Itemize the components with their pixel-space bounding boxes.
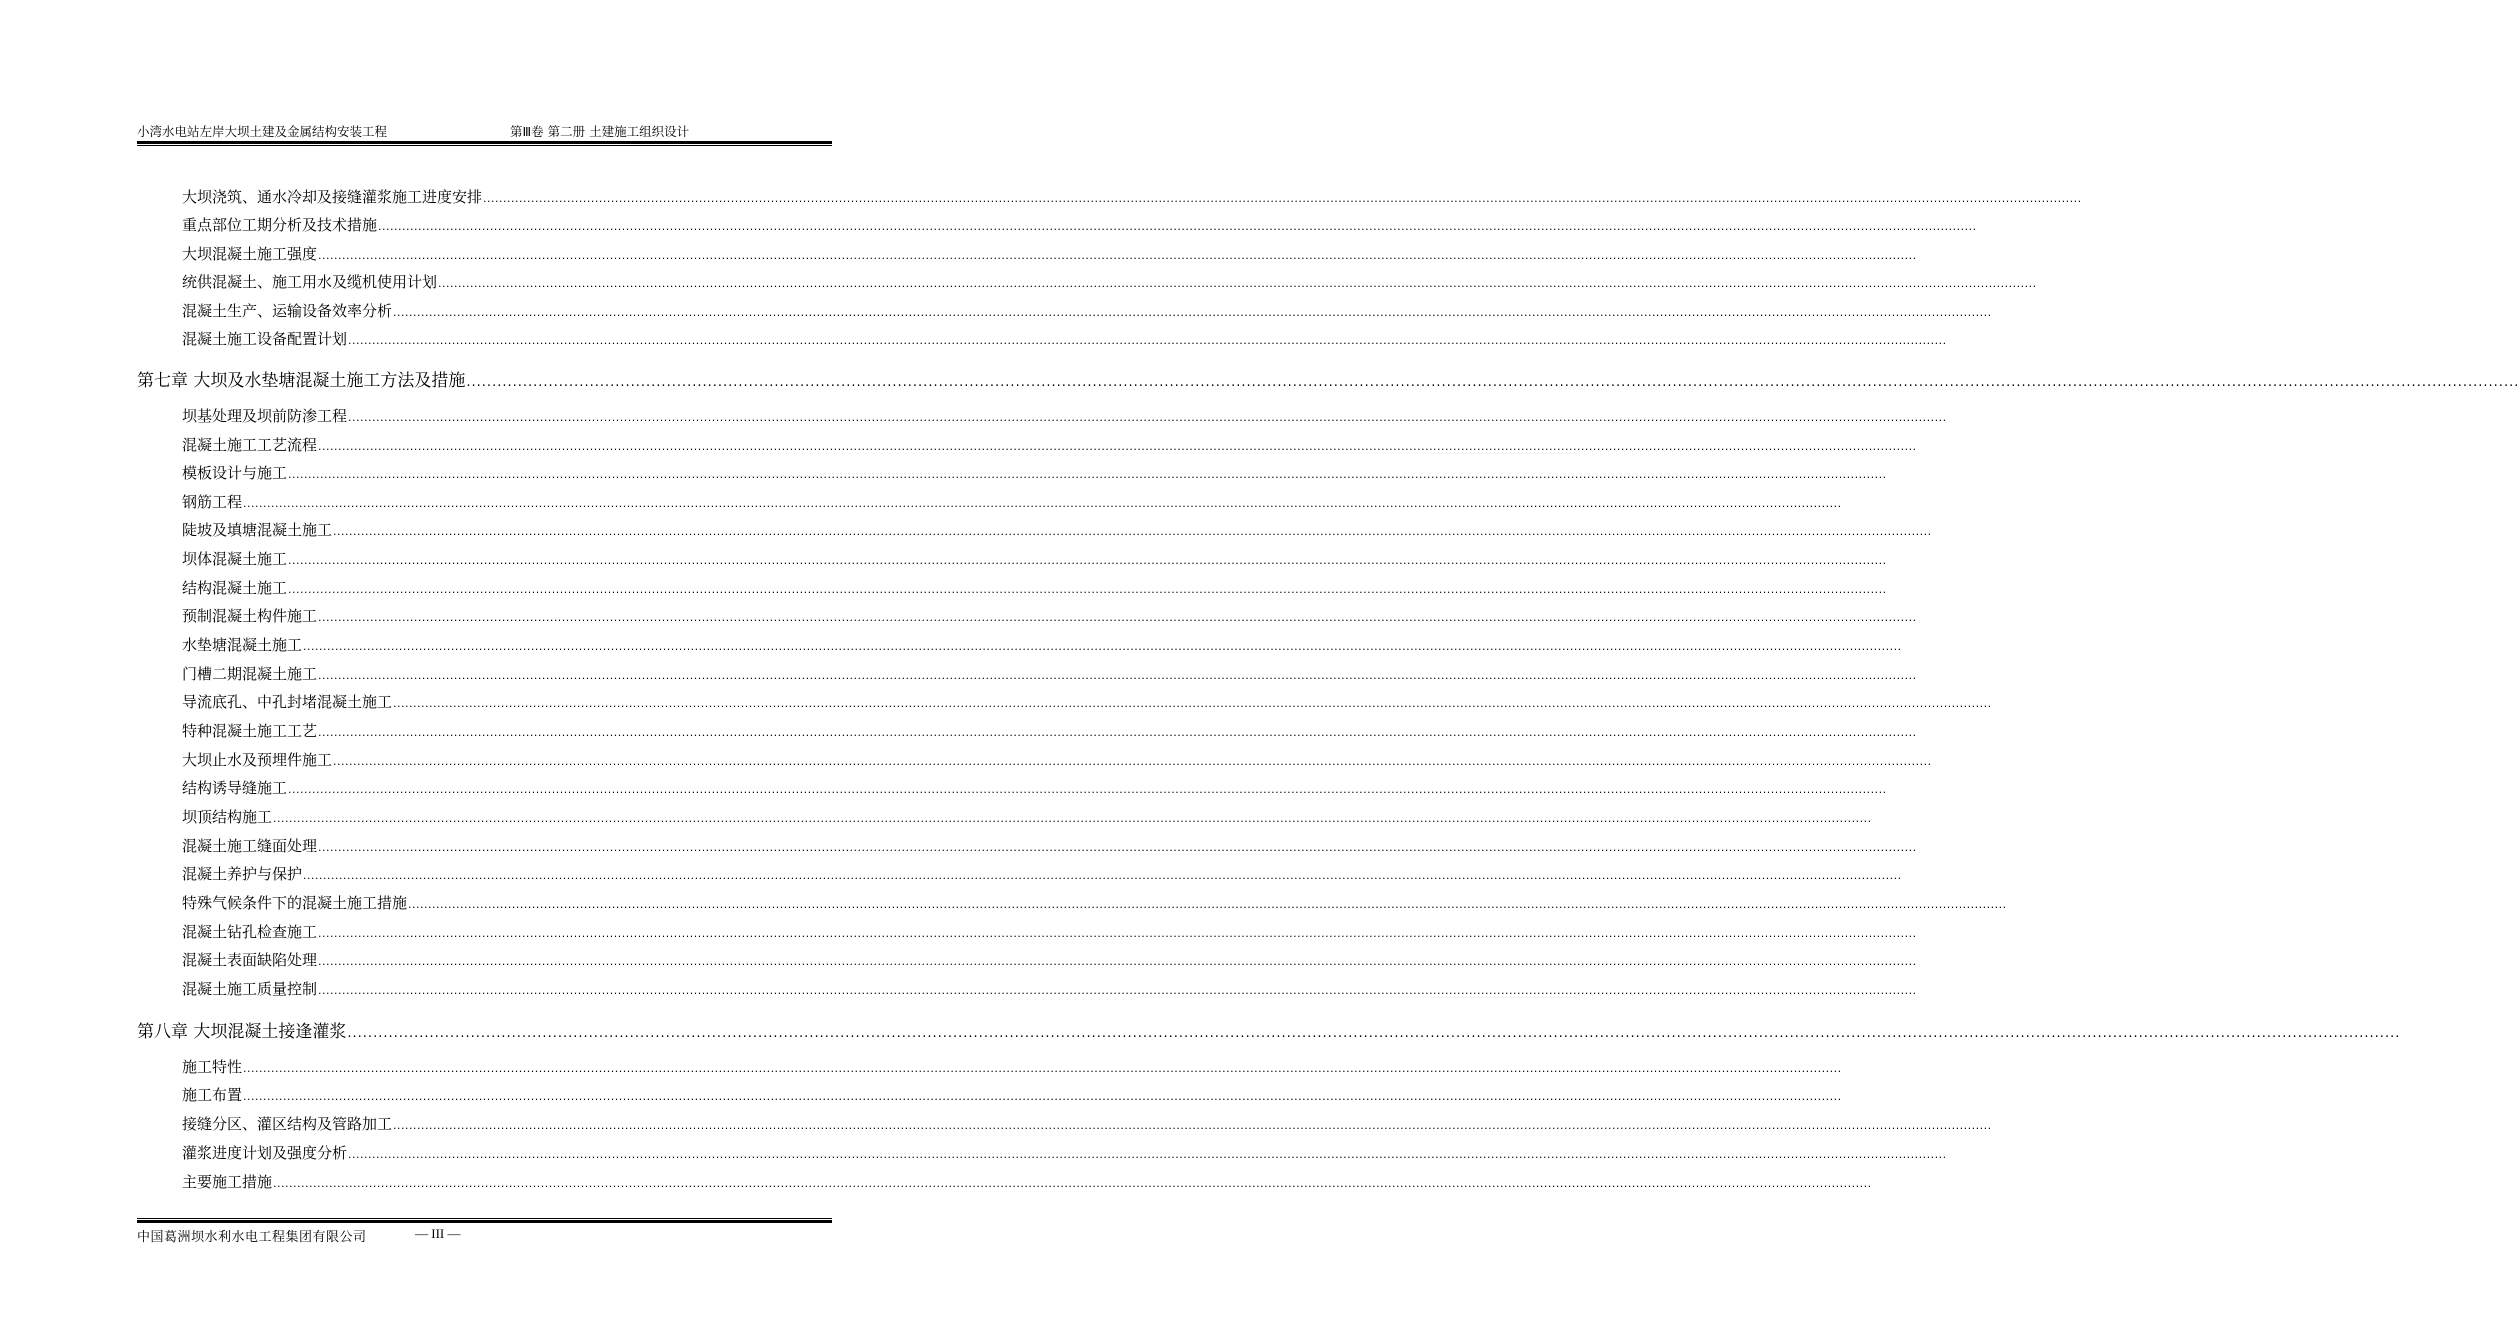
toc-entry-title: 钢筋工程 (182, 493, 243, 511)
toc-section-entry[interactable] (182, 577, 1887, 599)
footer-rule-thick (137, 1220, 832, 1223)
toc-entry-title: 坝顶结构施工 (182, 808, 273, 826)
toc-leader-dots: ................................................................................................................................................................................................................................................................................................................................................................................................................ (393, 697, 1992, 710)
toc-leader-dots: ................................................................................................................................................................................................................................................................................................................................................................................................................ (288, 468, 1887, 481)
toc-leader-dots: ................................................................................................................................................................................................................................................................................................................................................................................................................ (348, 334, 1947, 347)
toc-leader-dots: ................................................................................................................................................................................................................................................................................................................................................................................................................ (318, 249, 1917, 262)
toc-section-entry[interactable] (182, 462, 1887, 484)
toc-section-entry[interactable] (182, 1142, 1947, 1164)
page-header (137, 120, 832, 140)
toc-section-entry[interactable] (182, 491, 1842, 513)
toc-section-entry[interactable] (182, 186, 2082, 208)
toc-leader-dots: ................................................................................................................................................................................................................................................................................................................................................................................................................ (288, 554, 1887, 567)
toc-section-entry[interactable] (182, 921, 1917, 943)
toc-entry-title: 大坝混凝土施工强度 (182, 245, 318, 263)
toc-entry-title: 混凝土施工工艺流程 (182, 436, 318, 454)
toc-section-entry[interactable] (182, 605, 1917, 627)
toc-leader-dots: ................................................................................................................................................................................................................................................................................................................................................................................................................ (318, 440, 1917, 453)
toc-section-entry[interactable] (182, 777, 1887, 799)
toc-entry-title: 施工特性 (182, 1058, 243, 1076)
toc-leader-dots: ................................................................................................................................................................................................................................................................................................................................................................................................................ (243, 1090, 1842, 1103)
toc-leader-dots: ................................................................................................................................................................................................................................................................................................................................................................................................................ (408, 898, 2007, 911)
toc-section-entry[interactable] (182, 806, 1872, 828)
toc-section-entry[interactable] (182, 949, 1917, 971)
toc-entry-title: 混凝土表面缺陷处理 (182, 951, 318, 969)
toc-section-entry[interactable] (182, 1113, 1992, 1135)
toc-leader-dots: ................................................................................................................................................................................................................................................................................................................................................................................................................ (318, 841, 1917, 854)
toc-leader-dots: ................................................................................................................................................................................................................................................................................................................................................................................................................ (243, 497, 1842, 510)
toc-section-entry[interactable] (182, 978, 1917, 1000)
toc-entry-title: 混凝土养护与保护 (182, 865, 303, 883)
toc-entry-title: 结构混凝土施工 (182, 579, 288, 597)
toc-entry-title: 混凝土钻孔检查施工 (182, 923, 318, 941)
toc-leader-dots: ................................................................................................................................................................................................................................................................................................................................................................................................................ (466, 375, 2519, 390)
toc-entry-title: 特种混凝土施工工艺 (182, 722, 318, 740)
toc-entry-title: 门槽二期混凝土施工 (182, 665, 318, 683)
toc-leader-dots: ................................................................................................................................................................................................................................................................................................................................................................................................................ (318, 669, 1917, 682)
toc-section-entry[interactable] (182, 434, 1917, 456)
toc-leader-dots: ................................................................................................................................................................................................................................................................................................................................................................................................................ (333, 525, 1932, 538)
toc-entry-title: 灌浆进度计划及强度分析 (182, 1144, 348, 1162)
toc-leader-dots: ................................................................................................................................................................................................................................................................................................................................................................................................................ (318, 611, 1917, 624)
toc-section-entry[interactable] (182, 863, 1902, 885)
toc-leader-dots: ................................................................................................................................................................................................................................................................................................................................................................................................................ (273, 812, 1872, 825)
toc-section-entry[interactable] (182, 892, 2007, 914)
toc-entry-title: 混凝土生产、运输设备效率分析 (182, 302, 393, 320)
footer-rule-thin (137, 1218, 832, 1219)
toc-leader-dots: ................................................................................................................................................................................................................................................................................................................................................................................................................ (288, 783, 1887, 796)
toc-section-entry[interactable] (182, 328, 1947, 350)
toc-leader-dots: ................................................................................................................................................................................................................................................................................................................................................................................................................ (318, 955, 1917, 968)
toc-section-entry[interactable] (182, 243, 1917, 265)
toc-section-entry[interactable] (182, 749, 1932, 771)
toc-leader-dots: ................................................................................................................................................................................................................................................................................................................................................................................................................ (273, 1177, 1872, 1190)
toc-entry-title: 水垫塘混凝土施工 (182, 636, 303, 654)
toc-leader-dots: ................................................................................................................................................................................................................................................................................................................................................................................................................ (288, 583, 1887, 596)
header-volume-title: 第Ⅲ卷 第二册 土建施工组织设计 (510, 124, 690, 139)
toc-chapter-entry[interactable] (137, 366, 2519, 391)
toc-leader-dots: ................................................................................................................................................................................................................................................................................................................................................................................................................ (318, 726, 1917, 739)
toc-section-entry[interactable] (182, 720, 1917, 742)
toc-entry-title: 大坝浇筑、通水冷却及接缝灌浆施工进度安排 (182, 188, 483, 206)
toc-entry-title: 陡坡及填塘混凝土施工 (182, 521, 333, 539)
toc-leader-dots: ................................................................................................................................................................................................................................................................................................................................................................................................................ (378, 220, 1977, 233)
toc-leader-dots: ................................................................................................................................................................................................................................................................................................................................................................................................................ (318, 984, 1917, 997)
toc-leader-dots: ................................................................................................................................................................................................................................................................................................................................................................................................................ (348, 411, 1947, 424)
toc-leader-dots: ................................................................................................................................................................................................................................................................................................................................................................................................................ (303, 640, 1902, 653)
toc-entry-title: 主要施工措施 (182, 1173, 273, 1191)
toc-entry-title: 大坝止水及预埋件施工 (182, 751, 333, 769)
toc-entry-title: 预制混凝土构件施工 (182, 607, 318, 625)
toc-entry-title: 施工布置 (182, 1086, 243, 1104)
toc-chapter-entry[interactable] (137, 1017, 2401, 1042)
toc-leader-dots: ................................................................................................................................................................................................................................................................................................................................................................................................................ (438, 277, 2037, 290)
toc-entry-title: 坝基处理及坝前防渗工程 (182, 407, 348, 425)
toc-section-entry[interactable] (182, 548, 1887, 570)
toc-section-entry[interactable] (182, 214, 1977, 236)
toc-section-entry[interactable] (182, 634, 1902, 656)
toc-entry-title: 混凝土施工缝面处理 (182, 837, 318, 855)
header-rule-thin (137, 145, 832, 146)
toc-entry-title: 导流底孔、中孔封堵混凝土施工 (182, 693, 393, 711)
toc-section-entry[interactable] (182, 271, 2037, 293)
toc-entry-title: 接缝分区、灌区结构及管路加工 (182, 1115, 393, 1133)
toc-entry-title: 混凝土施工质量控制 (182, 980, 318, 998)
toc-leader-dots: ................................................................................................................................................................................................................................................................................................................................................................................................................ (393, 306, 1992, 319)
toc-section-entry[interactable] (182, 405, 1947, 427)
toc-leader-dots: ................................................................................................................................................................................................................................................................................................................................................................................................................ (303, 869, 1902, 882)
footer-page-number: — III — (415, 1226, 461, 1241)
toc-section-entry[interactable] (182, 663, 1917, 685)
toc-leader-dots: ................................................................................................................................................................................................................................................................................................................................................................................................................ (347, 1026, 2401, 1041)
toc-entry-title: 统供混凝土、施工用水及缆机使用计划 (182, 273, 438, 291)
toc-entry-title: 坝体混凝土施工 (182, 550, 288, 568)
toc-leader-dots: ................................................................................................................................................................................................................................................................................................................................................................................................................ (243, 1062, 1842, 1075)
toc-section-entry[interactable] (182, 300, 1992, 322)
toc-entry-title: 第八章 大坝混凝土接逢灌浆 (137, 1022, 347, 1042)
toc-leader-dots: ................................................................................................................................................................................................................................................................................................................................................................................................................ (333, 755, 1932, 768)
toc-section-entry[interactable] (182, 835, 1917, 857)
toc-section-entry[interactable] (182, 1171, 1872, 1193)
toc-entry-title: 混凝土施工设备配置计划 (182, 330, 348, 348)
toc-section-entry[interactable] (182, 1084, 1842, 1106)
toc-leader-dots: ................................................................................................................................................................................................................................................................................................................................................................................................................ (348, 1148, 1947, 1161)
toc-leader-dots: ................................................................................................................................................................................................................................................................................................................................................................................................................ (483, 192, 2082, 205)
toc-section-entry[interactable] (182, 691, 1992, 713)
toc-leader-dots: ................................................................................................................................................................................................................................................................................................................................................................................................................ (393, 1119, 1992, 1132)
header-project-title: 小湾水电站左岸大坝土建及金属结构安装工程 (137, 124, 388, 139)
toc-section-entry[interactable] (182, 519, 1932, 541)
toc-entry-title: 结构诱导缝施工 (182, 779, 288, 797)
toc-entry-title: 第七章 大坝及水垫塘混凝土施工方法及措施 (137, 371, 466, 391)
toc-section-entry[interactable] (182, 1056, 1842, 1078)
toc-leader-dots: ................................................................................................................................................................................................................................................................................................................................................................................................................ (318, 927, 1917, 940)
toc-entry-title: 模板设计与施工 (182, 464, 288, 482)
footer-company-name: 中国葛洲坝水利水电工程集团有限公司 (137, 1230, 367, 1245)
toc-entry-title: 特殊气候条件下的混凝土施工措施 (182, 894, 408, 912)
header-rule-thick (137, 141, 832, 144)
toc-entry-title: 重点部位工期分析及技术措施 (182, 216, 378, 234)
